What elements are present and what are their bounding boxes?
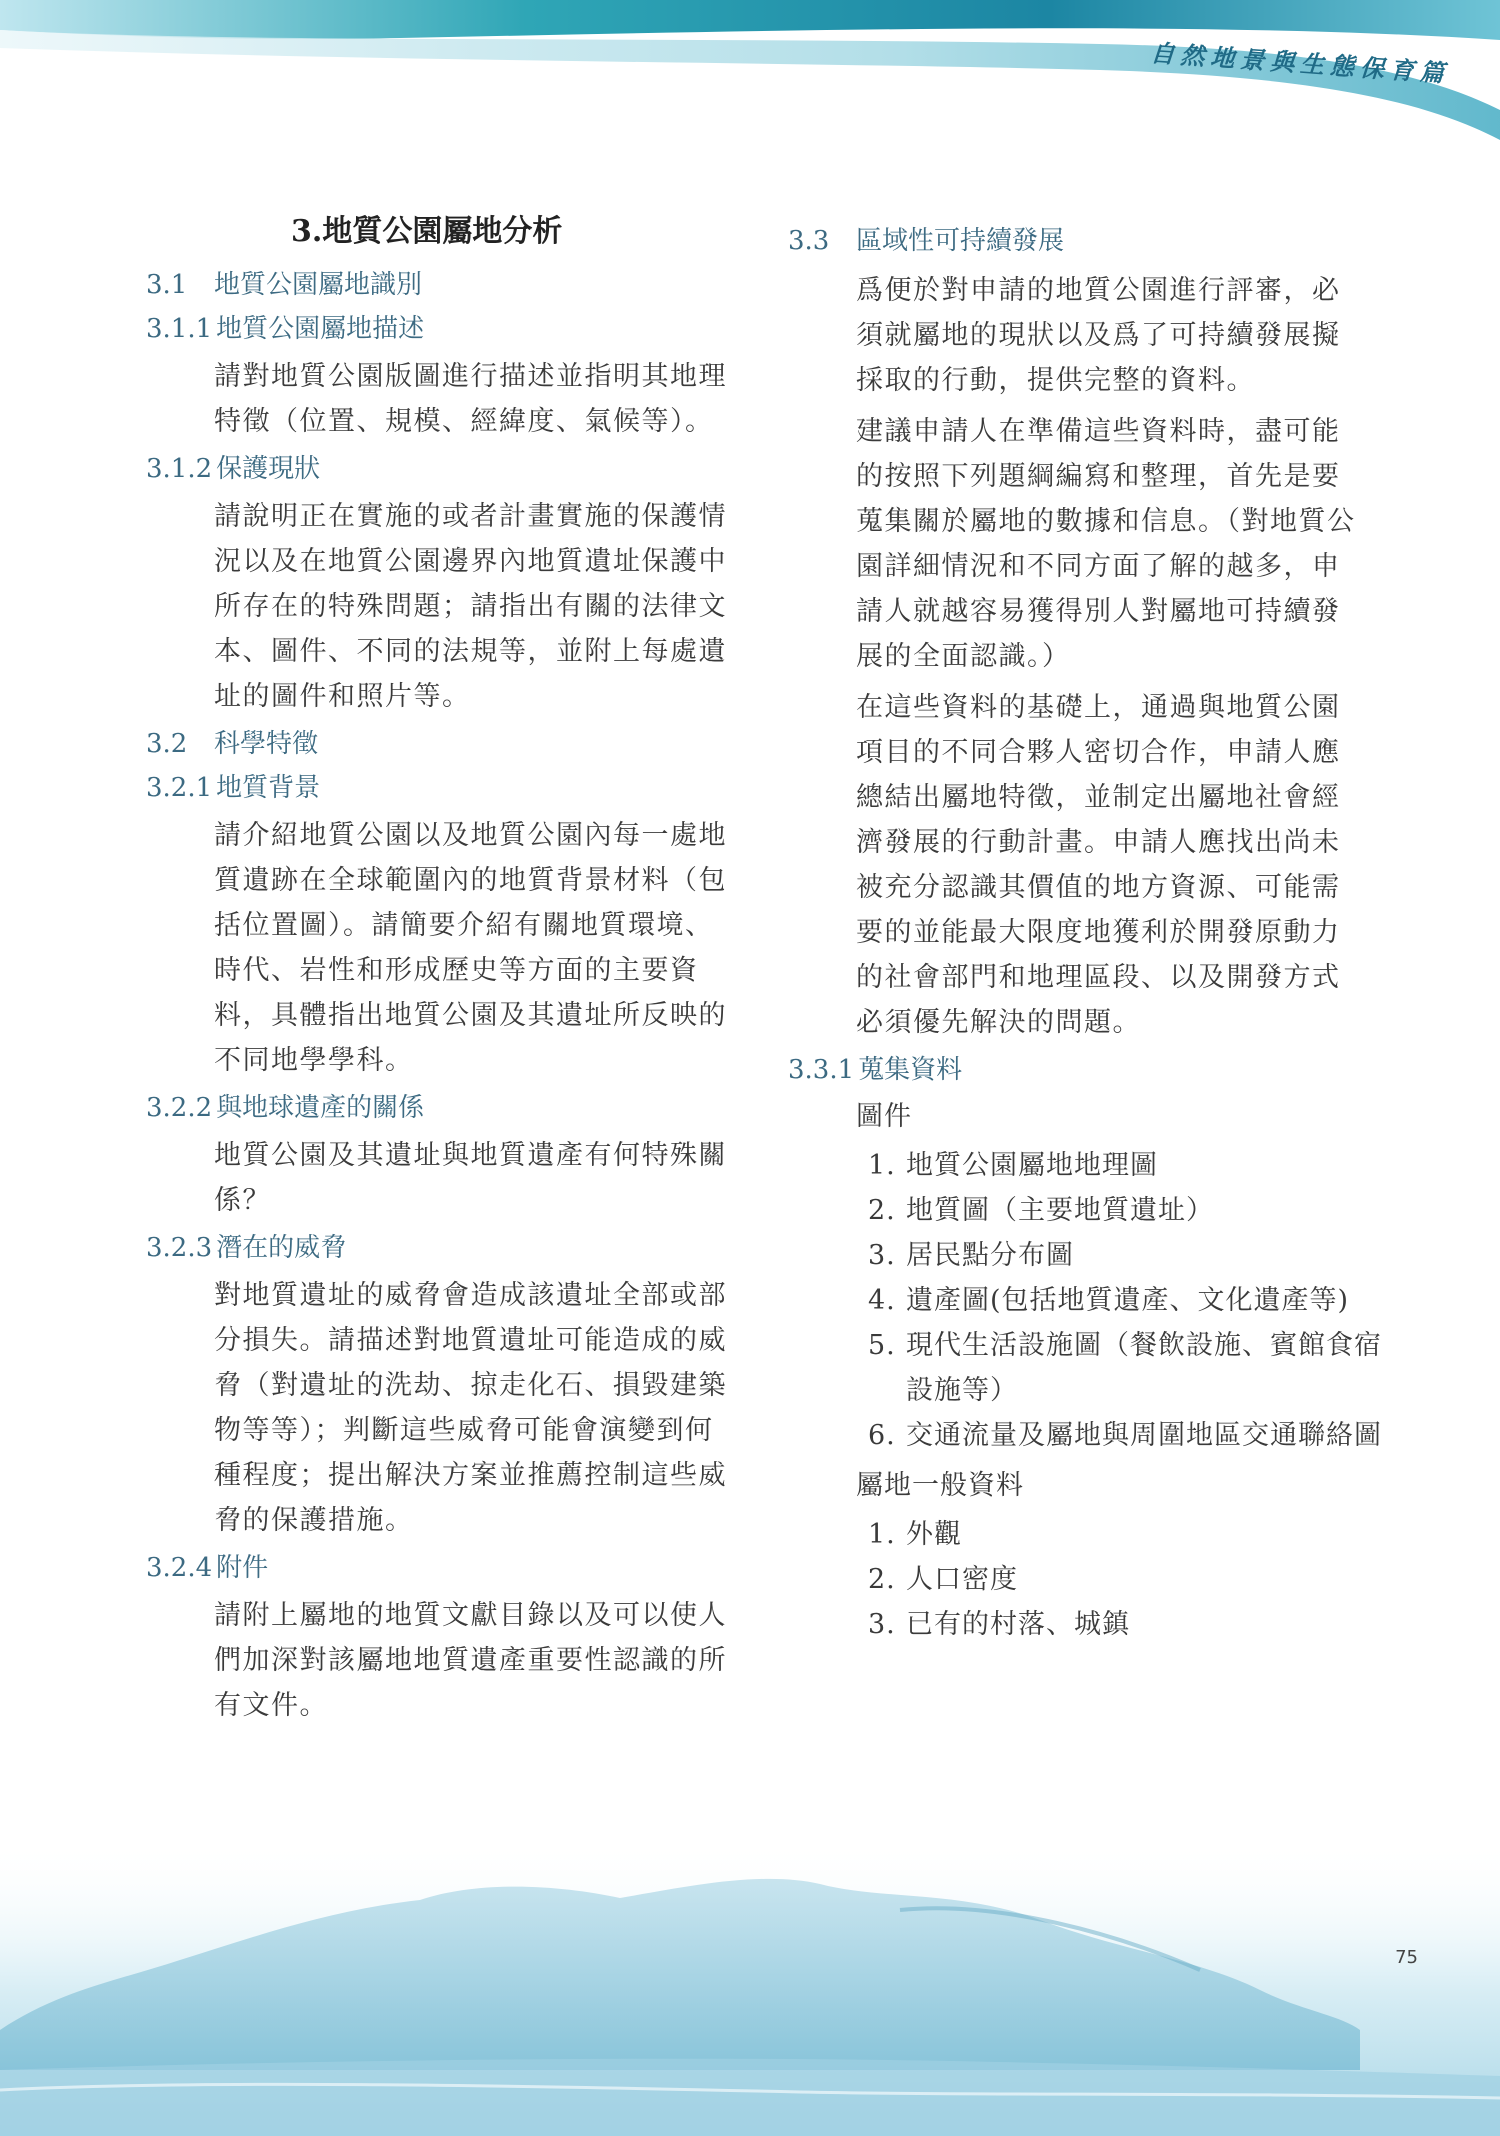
paragraph-3-3-advice: 建議申請人在準備這些資料時，盡可能的按照下列題綱編寫和整理，首先是要蒐集關於屬地的數據和信息。（對地質公園詳細情況和不同方面了解的越多，申請人就越容易獲得別人對屬地可持續發展的全面認識。） xyxy=(856,416,1356,672)
section-heading-3-3 xyxy=(788,224,1378,258)
section-number: 3.3.1 xyxy=(788,1055,855,1085)
item-text: 現代生活設施圖（餐飲設施、賓館食宿設施等） xyxy=(906,1330,1382,1406)
item-number: 5. xyxy=(868,1330,896,1361)
item-number: 2. xyxy=(868,1564,896,1595)
section-label: 潛在的威脅 xyxy=(216,1233,347,1263)
item-text: 地質圖（主要地質遺址） xyxy=(906,1195,1214,1226)
section-number: 3.2 xyxy=(146,729,188,759)
item-text: 地質公園屬地地理圖 xyxy=(906,1150,1158,1181)
item-text: 居民點分布圖 xyxy=(906,1240,1074,1271)
section-label: 保護現狀 xyxy=(216,454,321,484)
subsection-heading-3-2-2 xyxy=(146,1091,736,1125)
item-text: 已有的村落、城鎮 xyxy=(906,1609,1130,1640)
section-label: 蒐集資料 xyxy=(858,1055,963,1085)
paragraph-3-2-2: 地質公園及其遺址與地質遺產有何特殊關係？ xyxy=(214,1140,727,1216)
general-info-label: 屬地一般資料 xyxy=(856,1470,1024,1501)
paragraph-3-1-2: 請說明正在實施的或者計畫實施的保護情況以及在地質公園邊界內地質遺址保護中所存在的特殊問題；請指出有關的法律文本、圖件、不同的法規等，並附上每處遺址的圖件和照片等。 xyxy=(214,501,727,712)
chapter-title: 3.地質公園屬地分析 xyxy=(291,214,563,249)
item-text: 交通流量及屬地與周圍地區交通聯絡圖 xyxy=(906,1420,1382,1451)
item-number: 4. xyxy=(868,1285,896,1316)
paragraph-3-3-intro: 爲便於對申請的地質公園進行評審，必須就屬地的現狀以及爲了可持續發展擬採取的行動，提供完整的資料。 xyxy=(856,275,1341,396)
list-item xyxy=(868,1557,1386,1602)
paragraph-3-2-4: 請附上屬地的地質文獻目錄以及可以使人們加深對該屬地地質遺產重要性認識的所有文件。 xyxy=(214,1600,727,1721)
maps-label: 圖件 xyxy=(856,1101,912,1132)
item-number: 1. xyxy=(868,1150,896,1181)
item-number: 3. xyxy=(868,1240,896,1271)
paragraph-3-3-basis: 在這些資料的基礎上，通過與地質公園項目的不同合夥人密切合作，申請人應總結出屬地特徵，並制定出屬地社會經濟發展的行動計畫。申請人應找出尚未被充分認識其價值的地方資源、可能需要的並能最大限度地獲利於開發原動力的社會部門和地理區段、以及開發方式必須優先解決的問題。 xyxy=(856,692,1341,1038)
item-text: 人口密度 xyxy=(906,1564,1018,1595)
section-number: 3.2.1 xyxy=(146,773,213,803)
header-wave-band xyxy=(0,0,1500,160)
page-number: 75 xyxy=(1395,1947,1418,1968)
item-number: 2. xyxy=(868,1195,896,1226)
section-heading-3-1 xyxy=(146,268,736,302)
section-number: 3.1 xyxy=(146,270,188,300)
subsection-heading-3-3-1 xyxy=(788,1053,1378,1087)
subsection-heading-3-2-4 xyxy=(146,1551,736,1585)
list-item xyxy=(868,1323,1386,1413)
item-text: 遺產圖(包括地質遺產、文化遺產等) xyxy=(906,1285,1350,1316)
subsection-heading-3-1-2 xyxy=(146,452,736,486)
section-number: 3.1.2 xyxy=(146,454,213,484)
section-label: 地質背景 xyxy=(216,773,321,803)
list-item xyxy=(868,1413,1386,1458)
section-label: 地質公園屬地識別 xyxy=(214,270,423,300)
section-heading-3-2 xyxy=(146,727,736,761)
subsection-heading-3-2-3 xyxy=(146,1231,736,1265)
item-number: 1. xyxy=(868,1519,896,1550)
paragraph-3-2-1: 請介紹地質公園以及地質公園內每一處地質遺跡在全球範圍內的地質背景材料（包括位置圖）。請簡要介紹有關地質環境、時代、岩性和形成歷史等方面的主要資料，具體指出地質公園及其遺址所反映的不同地學學科。 xyxy=(214,820,727,1076)
section-number: 3.3 xyxy=(788,226,830,256)
section-label: 地質公園屬地描述 xyxy=(216,314,425,344)
subsection-heading-3-2-1 xyxy=(146,771,736,805)
list-item xyxy=(868,1278,1386,1323)
section-number: 3.1.1 xyxy=(146,314,213,344)
section-label: 與地球遺產的關係 xyxy=(216,1093,425,1123)
list-item xyxy=(868,1233,1386,1278)
paragraph-3-2-3: 對地質遺址的威脅會造成該遺址全部或部分損失。請描述對地質遺址可能造成的威脅（對遺址的洗劫、掠走化石、損毀建築物等等）；判斷這些威脅可能會演變到何種程度；提出解決方案並推薦控制這些威脅的保護措施。 xyxy=(214,1280,727,1536)
right-column xyxy=(788,216,1382,1653)
general-info-list xyxy=(868,1512,1378,1647)
list-item xyxy=(868,1143,1386,1188)
section-label: 科學特徵 xyxy=(214,729,319,759)
item-number: 3. xyxy=(868,1609,896,1640)
coastal-landscape-image xyxy=(0,1840,1500,2136)
subsection-heading-3-1-1 xyxy=(146,312,736,346)
left-column xyxy=(146,212,736,1734)
paragraph-3-1-1: 請對地質公園版圖進行描述並指明其地理特徵（位置、規模、經緯度、氣候等）。 xyxy=(214,361,727,437)
section-label: 區域性可持續發展 xyxy=(856,226,1065,256)
section-number: 3.2.3 xyxy=(146,1233,213,1263)
section-number: 3.2.2 xyxy=(146,1093,213,1123)
list-item xyxy=(868,1512,1386,1557)
list-item xyxy=(868,1188,1386,1233)
section-label: 附件 xyxy=(216,1553,269,1583)
section-number: 3.2.4 xyxy=(146,1553,213,1583)
maps-list xyxy=(868,1143,1382,1458)
item-text: 外觀 xyxy=(906,1519,962,1550)
item-number: 6. xyxy=(868,1420,896,1451)
header-section-title: 自然地景與生態保育篇 xyxy=(1149,39,1451,88)
list-item xyxy=(868,1602,1386,1647)
